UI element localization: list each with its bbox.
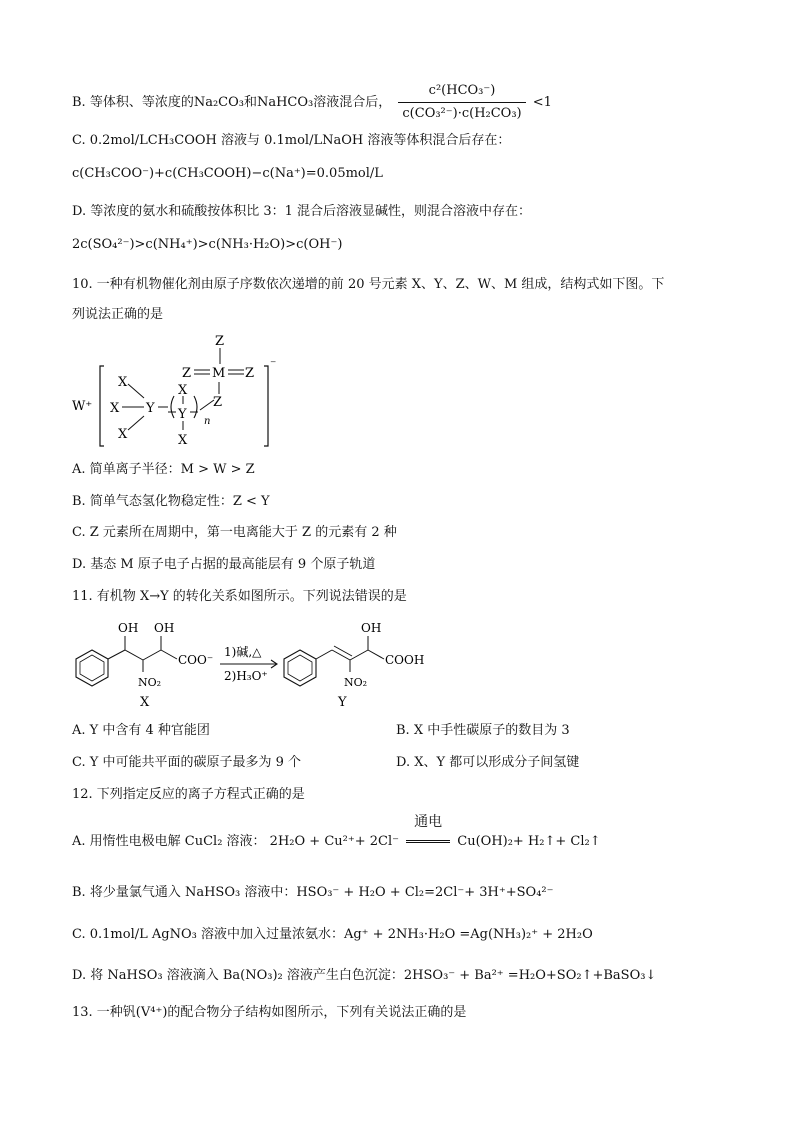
reaction-step-2: 2)H₃O⁺ — [224, 669, 268, 683]
atom-m: M — [212, 366, 226, 381]
y-oh: OH — [361, 621, 382, 635]
y-carboxyl: COOH — [385, 653, 425, 667]
q9-option-d: D. 等浓度的氨水和硫酸按体积比 3：1 混合后溶液显碱性，则混合溶液中存在： — [72, 204, 532, 219]
atom-x: X — [118, 375, 128, 390]
q9-option-c: C. 0.2mol/LCH₃COOH 溶液与 0.1mol/LNaOH 溶液等体积混合后存在： — [72, 133, 511, 148]
q12-option-d: D. 将 NaHSO₃ 溶液滴入 Ba(NO₃)₂ 溶液产生白色沉淀：2HSO₃⁻ + Ba²⁺ =H₂O+SO₂↑+BaSO₃↓ — [72, 968, 657, 983]
q11-option-b: B. X 中手性碳原子的数目为 3 — [396, 723, 570, 738]
q10-stem-line1: 10. 一种有机物催化剂由原子序数依次递增的前 20 号元素 X、Y、Z、W、M 组成，结构式如下图。下 — [72, 277, 665, 292]
y-label: Y — [338, 695, 347, 710]
q11-option-a: A. Y 中含有 4 种官能团 — [72, 723, 210, 738]
q11-option-c: C. Y 中可能共平面的碳原子最多为 9 个 — [72, 755, 301, 770]
x-label: X — [140, 695, 150, 710]
q9-option-d-equation: 2c(SO₄²⁻)>c(NH₄⁺)>c(NH₃·H₂O)>c(OH⁻) — [72, 237, 343, 252]
q10-option-b: B. 简单气态氢化物稳定性：Z < Y — [72, 494, 270, 509]
atom-x: X — [178, 433, 188, 448]
q10-option-c: C. Z 元素所在周期中，第一电离能大于 Z 的元素有 2 种 — [72, 525, 397, 540]
q12-option-b: B. 将少量氯气通入 NaHSO₃ 溶液中：HSO₃⁻ + H₂O + Cl₂=2Cl⁻+ 3H⁺+SO₄²⁻ — [72, 885, 554, 900]
electrolysis-arrow — [403, 814, 453, 851]
atom-x: X — [110, 401, 120, 416]
q10-option-a: A. 简单离子半径：M > W > Z — [72, 462, 255, 477]
x-oh-2: OH — [154, 621, 175, 635]
q12-option-a-products: Cu(OH)₂+ H₂↑+ Cl₂↑ — [457, 834, 601, 849]
reaction-step-1: 1)碱,△ — [224, 645, 262, 659]
x-no2: NO₂ — [138, 676, 162, 689]
q13-stem: 13. 一种钒(V⁴⁺)的配合物分子结构如图所示，下列有关说法正确的是 — [72, 1005, 467, 1020]
q10-structure-diagram — [70, 330, 290, 452]
q11-reaction-scheme — [70, 614, 450, 710]
q9-option-b-relation: <1 — [532, 95, 552, 110]
x-carboxylate: COO⁻ — [178, 653, 214, 667]
q9-option-b-fraction — [398, 82, 525, 123]
atom-x: X — [178, 383, 188, 398]
q9-fraction-denominator: c(CO₃²⁻)·c(H₂CO₃) — [402, 106, 522, 121]
q10-cation: W⁺ — [72, 399, 93, 414]
q12-option-a — [72, 814, 601, 851]
q9-option-c-equation: c(CH₃COO⁻)+c(CH₃COOH)−c(Na⁺)=0.05mol/L — [72, 166, 383, 181]
atom-z: Z — [245, 366, 255, 381]
y-no2: NO₂ — [344, 676, 368, 689]
q11-stem: 11. 有机物 X→Y 的转化关系如图所示。下列说法错误的是 — [72, 589, 407, 604]
atom-y: Y — [178, 407, 187, 422]
atom-x: X — [118, 427, 128, 442]
q10-option-d: D. 基态 M 原子电子占据的最高能层有 9 个原子轨道 — [72, 557, 376, 572]
atom-z: Z — [215, 334, 225, 349]
repeat-n: n — [204, 416, 211, 427]
q12-option-a-reactants: A. 用惰性电极电解 CuCl₂ 溶液： 2H₂O + Cu²⁺+ 2Cl⁻ — [72, 834, 399, 849]
q12-stem: 12. 下列指定反应的离子方程式正确的是 — [72, 787, 305, 802]
electrolysis-condition: 通电 — [414, 814, 443, 830]
q10-stem-line2: 列说法正确的是 — [72, 307, 164, 322]
q10-anion-charge: ⁻ — [270, 357, 277, 371]
x-oh-1: OH — [118, 621, 139, 635]
atom-y: Y — [146, 401, 155, 416]
atom-z: Z — [182, 366, 192, 381]
q9-option-b — [72, 82, 552, 123]
q9-fraction-numerator: c²(HCO₃⁻) — [398, 82, 525, 103]
q12-option-c: C. 0.1mol/L AgNO₃ 溶液中加入过量浓氨水：Ag⁺ + 2NH₃·H₂O =Ag(NH₃)₂⁺ + 2H₂O — [72, 927, 593, 942]
q9-option-b-text: B. 等体积、等浓度的Na₂CO₃和NaHCO₃溶液混合后， — [72, 95, 392, 110]
q11-option-d: D. X、Y 都可以形成分子间氢键 — [396, 755, 580, 770]
atom-z: Z — [213, 395, 223, 410]
